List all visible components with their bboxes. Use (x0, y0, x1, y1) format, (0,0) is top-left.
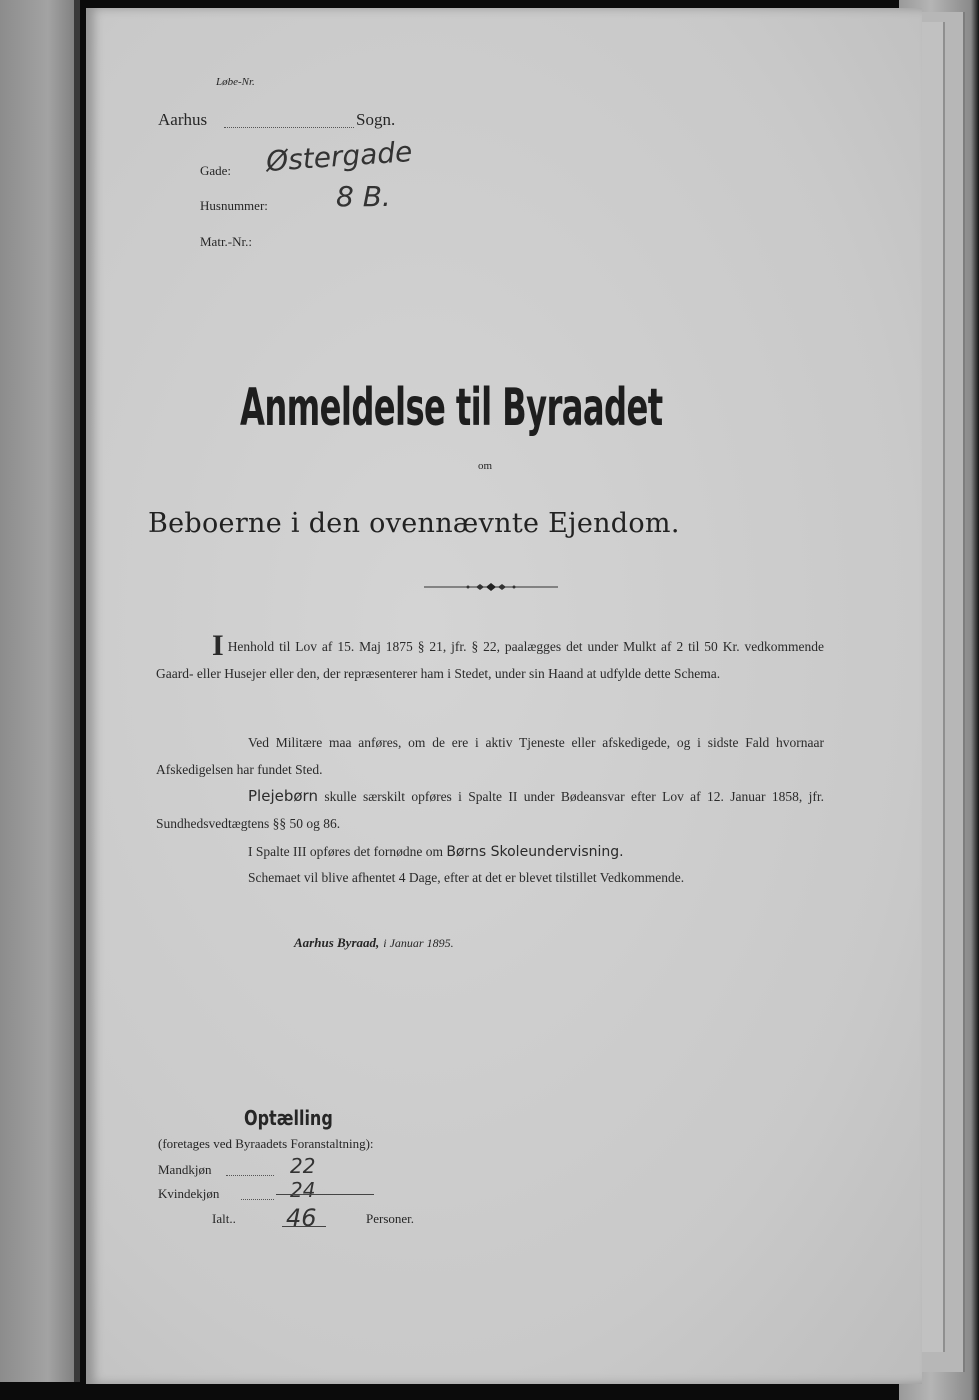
parish-dotted-line (224, 127, 354, 128)
loebe-nr-label: Løbe-Nr. (216, 76, 255, 88)
document-subtitle: Beboerne i den ovennævnte Ejendom. (148, 508, 680, 539)
paragraph-1-text: Henhold til Lov af 15. Maj 1875 § 21, jfr. § 22, paalægges det under Mulkt af 2 til 50 Kr. vedkommende Gaard- eller Husejer eller den, der repræsenterer ham i Stedet, under sin Haand at udfylde dette Schema. (156, 639, 824, 681)
house-number-label: Husnummer: (200, 198, 268, 213)
parish-suffix: Sogn. (356, 110, 396, 129)
paragraph-4-text: I Spalte III opføres det fornødne om (248, 844, 443, 859)
male-value: 22 (290, 1154, 316, 1178)
document-title: Anmeldelse til Byraadet (240, 378, 663, 438)
ornamental-rule (424, 582, 558, 592)
total-label: Ialt.. (212, 1211, 236, 1226)
male-label: Mandkjøn (158, 1162, 212, 1177)
sum-rule (276, 1194, 374, 1195)
street-value: Østergade (265, 134, 414, 179)
female-value: 24 (290, 1178, 316, 1202)
dropcap: I (212, 629, 224, 662)
left-page-edge (0, 0, 80, 1382)
paragraph-2: Ved Militære maa anføres, om de ere i aktiv Tjeneste eller afskedigede, og i sidste Fald hvornaar Afskedigelsen har fundet Sted. (156, 735, 824, 777)
document-page (86, 8, 922, 1384)
title-connector: om (478, 460, 493, 472)
binding-fold (74, 0, 80, 1382)
matr-nr-label: Matr.-Nr.: (200, 234, 252, 249)
paragraph-1 (156, 629, 824, 687)
parish-prefix: Aarhus (158, 110, 208, 129)
signature-line (294, 934, 454, 952)
female-label: Kvindekjøn (158, 1186, 220, 1201)
female-dotted-line (241, 1199, 274, 1200)
paragraph-3 (156, 783, 824, 837)
male-dotted-line (226, 1175, 274, 1176)
plejeboern-lead: Plejebørn (248, 787, 318, 805)
signature-council: Aarhus Byraad, (294, 935, 380, 950)
tally-heading: Optælling (244, 1106, 333, 1130)
school-emphasis: Børns Skoleundervisning. (446, 844, 624, 860)
paragraph-5: Schemaet vil blive afhentet 4 Dage, efter at det er blevet tilstillet Vedkommende. (248, 870, 685, 885)
total-underline (282, 1226, 326, 1227)
paragraph-4 (248, 838, 848, 866)
paragraph-3-text: skulle særskilt opføres i Spalte II under Bødeansvar efter Lov af 12. Januar 1858, jfr. Sundhedsvedtægtens §§ 50 og 86. (156, 789, 825, 831)
total-value: 46 (286, 1204, 317, 1232)
signature-date: i Januar 1895. (383, 936, 454, 950)
house-number-value: 8 B. (336, 180, 391, 213)
street-label: Gade: (200, 163, 232, 178)
persons-label: Personer. (366, 1211, 415, 1226)
tally-subheading: (foretages ved Byraadets Foranstaltning): (158, 1136, 374, 1151)
